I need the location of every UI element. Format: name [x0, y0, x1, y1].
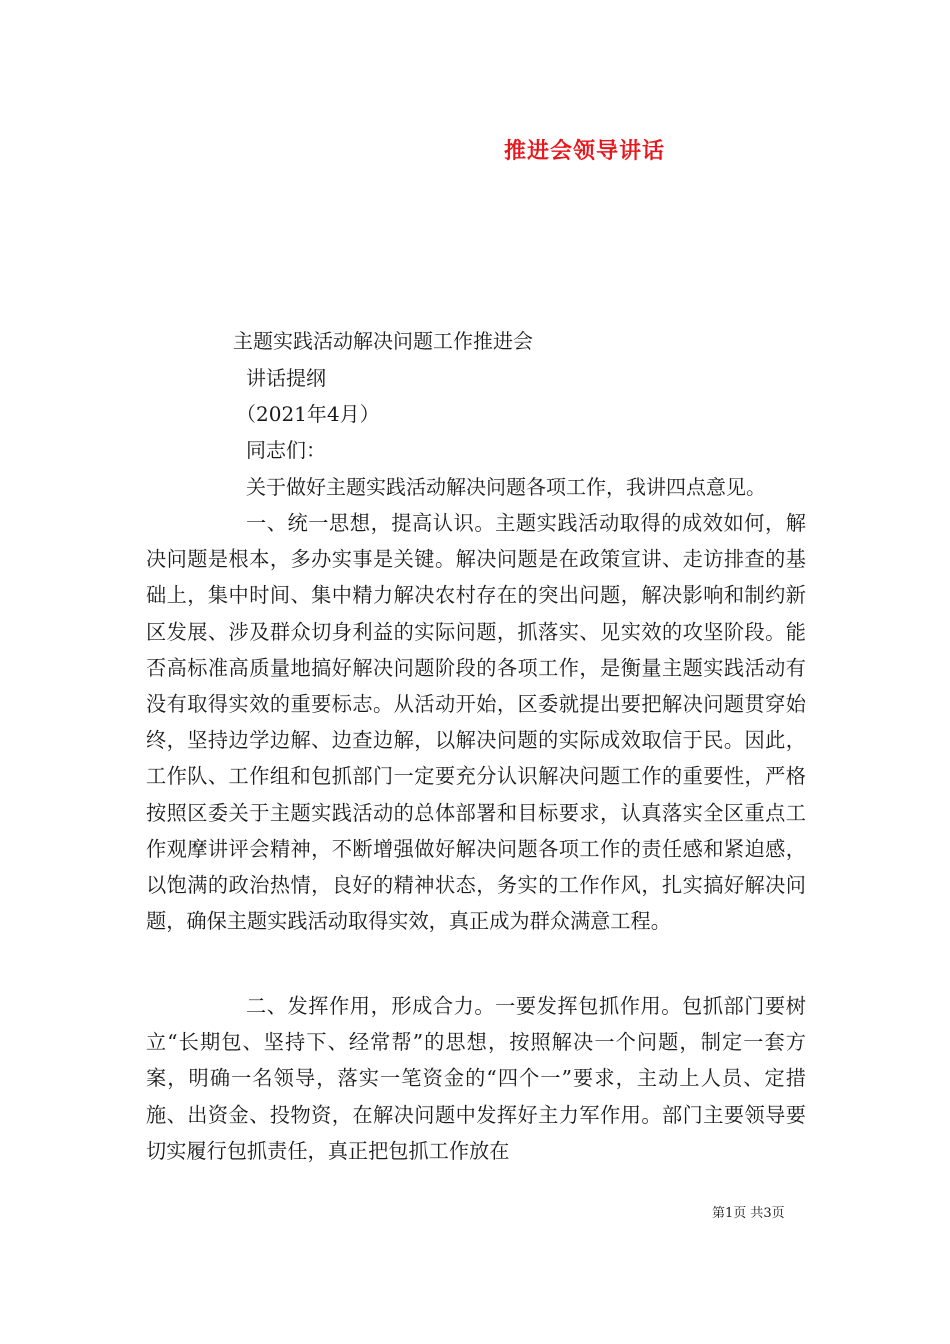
intro-paragraph: 关于做好主题实践活动解决问题各项工作，我讲四点意见。	[246, 475, 766, 499]
document-subtitle: 主题实践活动解决问题工作推进会	[233, 329, 533, 353]
page-footer: 第1页 共3页	[712, 1206, 785, 1221]
salutation: 同志们：	[246, 438, 326, 462]
document-title: 推进会领导讲话	[504, 139, 666, 164]
document-date: （2021年4月）	[236, 402, 380, 426]
section-one-paragraph: 一、统一思想，提高认识。主题实践活动取得的成效如何，解决问题是根本，多办实事是关键。解决问题是在政策宣讲、走访排查的基础上，集中时间、集中精力解决农村存在的突出问题，解决影响和制约新区发展、涉及群众切身利益的实际问题，抓落实、见实效的攻坚阶段。能否高标准高质量地搞好解决问题阶段的各项工作，是衡量主题实践活动有没有取得实效的重要标志。从活动开始，区委就提出要把解决问题贯穿始终，坚持边学边解、边查边解，以解决问题的实际成效取信于民。因此，工作队、工作组和包抓部门一定要充分认识解决问题工作的重要性，严格按照区委关于主题实践活动的总体部署和目标要求，认真落实全区重点工作观摩讲评会精神，不断增强做好解决问题各项工作的责任感和紧迫感，以饱满的政治热情，良好的精神状态，务实的工作作风，扎实搞好解决问题，确保主题实践活动取得实效，真正成为群众满意工程。	[146, 511, 806, 934]
section-two-paragraph: 二、发挥作用，形成合力。一要发挥包抓作用。包抓部门要树立“长期包、坚持下、经常帮”的思想，按照解决一个问题，制定一套方案，明确一名领导，落实一笔资金的“四个一”要求，主动上人员、定措施、出资金、投物资，在解决问题中发挥好主力军作用。部门主要领导要切实履行包抓责任，真正把包抓工作放在	[146, 994, 806, 1163]
outline-label: 讲话提纲	[246, 366, 326, 390]
